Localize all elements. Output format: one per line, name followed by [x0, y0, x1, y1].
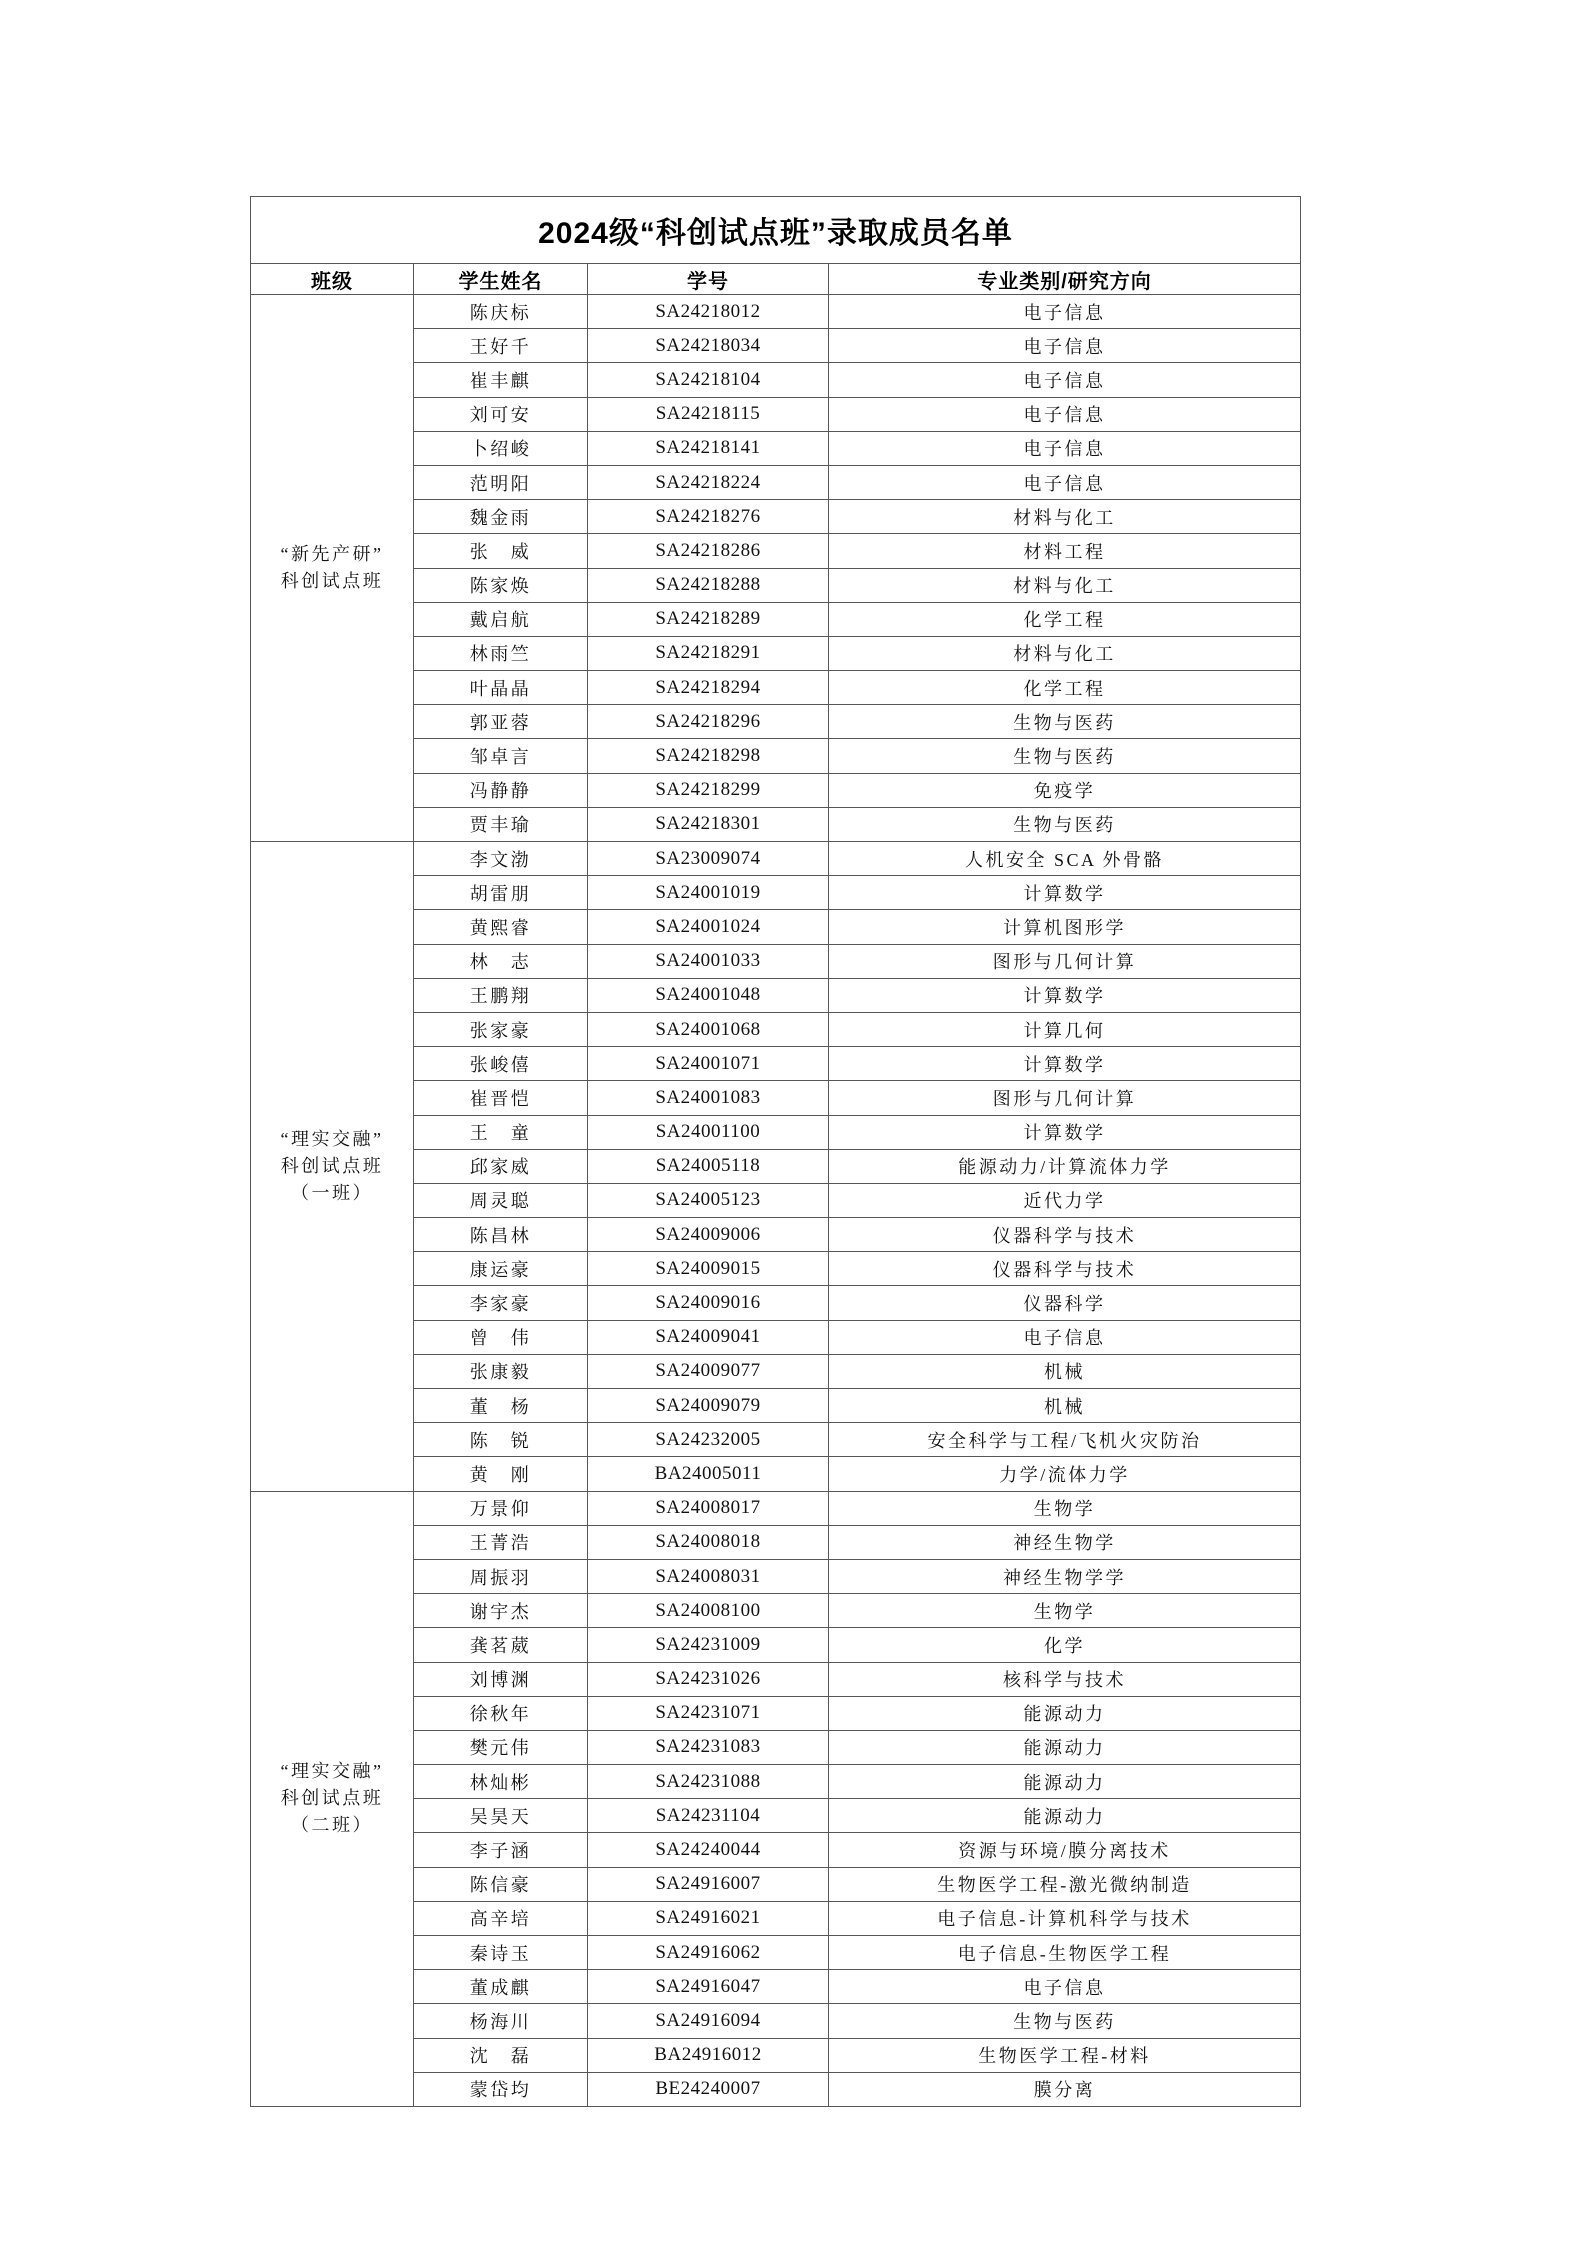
- major-cell: 生物与医药: [829, 2004, 1301, 2038]
- major-cell: 核科学与技术: [829, 1662, 1301, 1696]
- major-cell: 生物学: [829, 1491, 1301, 1525]
- col-header-student-name: 学生姓名: [414, 264, 588, 295]
- student-id-cell: SA24005118: [588, 1149, 829, 1183]
- student-name-cell: 王鹏翔: [414, 978, 588, 1012]
- student-id-cell: SA24008018: [588, 1525, 829, 1559]
- major-cell: 电子信息: [829, 1970, 1301, 2004]
- student-id-cell: SA24916094: [588, 2004, 829, 2038]
- student-id-cell: BE24240007: [588, 2072, 829, 2106]
- student-id-cell: SA24916007: [588, 1867, 829, 1901]
- class-label-line: “理实交融”: [280, 1761, 384, 1782]
- student-id-cell: SA24005123: [588, 1183, 829, 1217]
- student-name-cell: 李文渤: [414, 842, 588, 876]
- major-cell: 力学/流体力学: [829, 1457, 1301, 1491]
- student-id-cell: SA24231083: [588, 1730, 829, 1764]
- major-cell: 仪器科学与技术: [829, 1218, 1301, 1252]
- major-cell: 能源动力: [829, 1799, 1301, 1833]
- major-cell: 化学工程: [829, 671, 1301, 705]
- class-label-line: “理实交融”: [280, 1128, 384, 1149]
- student-id-cell: SA24218299: [588, 773, 829, 807]
- major-cell: 能源动力: [829, 1696, 1301, 1730]
- student-name-cell: 卜绍峻: [414, 431, 588, 465]
- major-cell: 免疫学: [829, 773, 1301, 807]
- student-id-cell: SA24218298: [588, 739, 829, 773]
- student-name-cell: 王菁浩: [414, 1525, 588, 1559]
- col-header-class: 班级: [251, 264, 414, 295]
- student-id-cell: SA24231088: [588, 1765, 829, 1799]
- major-cell: 生物学: [829, 1594, 1301, 1628]
- student-name-cell: 陈庆标: [414, 295, 588, 329]
- student-name-cell: 张峻僖: [414, 1047, 588, 1081]
- student-id-cell: SA24916021: [588, 1901, 829, 1935]
- student-name-cell: 林雨竺: [414, 636, 588, 670]
- class-label-line: 科创试点班: [280, 1788, 384, 1809]
- major-cell: 材料工程: [829, 534, 1301, 568]
- major-cell: 图形与几何计算: [829, 1081, 1301, 1115]
- col-header-major: 专业类别/研究方向: [829, 264, 1301, 295]
- student-name-cell: 林灿彬: [414, 1765, 588, 1799]
- major-cell: 能源动力/计算流体力学: [829, 1149, 1301, 1183]
- student-name-cell: 康运豪: [414, 1252, 588, 1286]
- major-cell: 生物与医药: [829, 807, 1301, 841]
- major-cell: 仪器科学: [829, 1286, 1301, 1320]
- student-name-cell: 周振羽: [414, 1559, 588, 1593]
- student-id-cell: SA24218288: [588, 568, 829, 602]
- major-cell: 生物医学工程-激光微纳制造: [829, 1867, 1301, 1901]
- major-cell: 材料与化工: [829, 568, 1301, 602]
- major-cell: 能源动力: [829, 1730, 1301, 1764]
- student-id-cell: SA24218115: [588, 397, 829, 431]
- major-cell: 图形与几何计算: [829, 944, 1301, 978]
- student-name-cell: 沈 磊: [414, 2038, 588, 2072]
- student-name-cell: 吴昊天: [414, 1799, 588, 1833]
- class-label-line: 科创试点班: [280, 571, 384, 591]
- student-name-cell: 崔晋恺: [414, 1081, 588, 1115]
- student-id-cell: SA24218301: [588, 807, 829, 841]
- student-name-cell: 陈家焕: [414, 568, 588, 602]
- student-id-cell: SA24218294: [588, 671, 829, 705]
- major-cell: 计算数学: [829, 1115, 1301, 1149]
- major-cell: 计算数学: [829, 876, 1301, 910]
- student-id-cell: SA24001019: [588, 876, 829, 910]
- major-cell: 电子信息: [829, 465, 1301, 499]
- student-name-cell: 刘可安: [414, 397, 588, 431]
- major-cell: 资源与环境/膜分离技术: [829, 1833, 1301, 1867]
- student-id-cell: SA24218289: [588, 602, 829, 636]
- student-id-cell: SA24001024: [588, 910, 829, 944]
- page-title: 2024级“科创试点班”录取成员名单: [251, 197, 1301, 264]
- student-id-cell: SA24231026: [588, 1662, 829, 1696]
- table-body: [251, 295, 1301, 2107]
- student-name-cell: 周灵聪: [414, 1183, 588, 1217]
- student-name-cell: 陈信豪: [414, 1867, 588, 1901]
- student-name-cell: 邱家威: [414, 1149, 588, 1183]
- major-cell: 电子信息: [829, 431, 1301, 465]
- class-label-line: （二班）: [291, 1815, 373, 1836]
- student-id-cell: SA24218296: [588, 705, 829, 739]
- student-name-cell: 张 威: [414, 534, 588, 568]
- student-id-cell: SA24231009: [588, 1628, 829, 1662]
- student-id-cell: BA24005011: [588, 1457, 829, 1491]
- class-label-line: 科创试点班: [280, 1155, 384, 1176]
- student-name-cell: 黄熙睿: [414, 910, 588, 944]
- student-name-cell: 冯静静: [414, 773, 588, 807]
- student-id-cell: SA24218104: [588, 363, 829, 397]
- student-row: [251, 295, 1301, 329]
- student-name-cell: 徐秋年: [414, 1696, 588, 1730]
- major-cell: 生物与医药: [829, 705, 1301, 739]
- student-id-cell: SA24008100: [588, 1594, 829, 1628]
- major-cell: 膜分离: [829, 2072, 1301, 2106]
- student-id-cell: SA24916062: [588, 1936, 829, 1970]
- major-cell: 仪器科学与技术: [829, 1252, 1301, 1286]
- major-cell: 生物与医药: [829, 739, 1301, 773]
- major-cell: 安全科学与工程/飞机火灾防治: [829, 1423, 1301, 1457]
- student-name-cell: 张康毅: [414, 1354, 588, 1388]
- student-id-cell: SA24232005: [588, 1423, 829, 1457]
- student-id-cell: SA24009015: [588, 1252, 829, 1286]
- student-id-cell: SA24001083: [588, 1081, 829, 1115]
- major-cell: 近代力学: [829, 1183, 1301, 1217]
- student-name-cell: 高辛培: [414, 1901, 588, 1935]
- major-cell: 电子信息: [829, 397, 1301, 431]
- student-id-cell: SA24218141: [588, 431, 829, 465]
- major-cell: 材料与化工: [829, 500, 1301, 534]
- major-cell: 计算数学: [829, 978, 1301, 1012]
- student-id-cell: SA24218034: [588, 329, 829, 363]
- student-id-cell: SA24001048: [588, 978, 829, 1012]
- student-row: [251, 842, 1301, 876]
- student-id-cell: SA23009074: [588, 842, 829, 876]
- student-name-cell: 林 志: [414, 944, 588, 978]
- student-id-cell: SA24009016: [588, 1286, 829, 1320]
- student-name-cell: 陈 锐: [414, 1423, 588, 1457]
- student-name-cell: 贾丰瑜: [414, 807, 588, 841]
- student-id-cell: SA24009077: [588, 1354, 829, 1388]
- student-name-cell: 胡雷朋: [414, 876, 588, 910]
- student-id-cell: SA24218291: [588, 636, 829, 670]
- major-cell: 化学: [829, 1628, 1301, 1662]
- col-header-student-id: 学号: [588, 264, 829, 295]
- student-name-cell: 曾 伟: [414, 1320, 588, 1354]
- student-id-cell: SA24231071: [588, 1696, 829, 1730]
- student-id-cell: SA24218286: [588, 534, 829, 568]
- student-id-cell: SA24218224: [588, 465, 829, 499]
- class-label-cell: [251, 1491, 414, 2106]
- student-id-cell: SA24001100: [588, 1115, 829, 1149]
- student-id-cell: SA24009006: [588, 1218, 829, 1252]
- major-cell: 材料与化工: [829, 636, 1301, 670]
- student-name-cell: 万景仰: [414, 1491, 588, 1525]
- class-label-line: “新先产研”: [280, 544, 384, 564]
- major-cell: 人机安全 SCA 外骨骼: [829, 842, 1301, 876]
- major-cell: 计算机图形学: [829, 910, 1301, 944]
- student-name-cell: 魏金雨: [414, 500, 588, 534]
- student-id-cell: SA24240044: [588, 1833, 829, 1867]
- table-header-row: [251, 264, 1301, 295]
- student-name-cell: 蒙岱均: [414, 2072, 588, 2106]
- major-cell: 计算数学: [829, 1047, 1301, 1081]
- student-id-cell: SA24231104: [588, 1799, 829, 1833]
- student-name-cell: 范明阳: [414, 465, 588, 499]
- student-id-cell: SA24001033: [588, 944, 829, 978]
- student-name-cell: 王好千: [414, 329, 588, 363]
- student-name-cell: 崔丰麒: [414, 363, 588, 397]
- major-cell: 能源动力: [829, 1765, 1301, 1799]
- major-cell: 电子信息-生物医学工程: [829, 1936, 1301, 1970]
- student-id-cell: SA24218012: [588, 295, 829, 329]
- student-name-cell: 李家豪: [414, 1286, 588, 1320]
- student-id-cell: SA24916047: [588, 1970, 829, 2004]
- admission-table: [250, 196, 1301, 2107]
- student-name-cell: 樊元伟: [414, 1730, 588, 1764]
- student-name-cell: 刘博渊: [414, 1662, 588, 1696]
- class-label-line: （一班）: [291, 1182, 373, 1203]
- class-label-cell: [251, 295, 414, 842]
- major-cell: 化学工程: [829, 602, 1301, 636]
- student-name-cell: 叶晶晶: [414, 671, 588, 705]
- student-id-cell: SA24218276: [588, 500, 829, 534]
- student-name-cell: 张家豪: [414, 1012, 588, 1046]
- student-name-cell: 邹卓言: [414, 739, 588, 773]
- student-id-cell: SA24001071: [588, 1047, 829, 1081]
- major-cell: 电子信息: [829, 1320, 1301, 1354]
- class-label-cell: [251, 842, 414, 1492]
- student-name-cell: 龚茗葳: [414, 1628, 588, 1662]
- student-id-cell: SA24008017: [588, 1491, 829, 1525]
- student-id-cell: BA24916012: [588, 2038, 829, 2072]
- student-name-cell: 杨海川: [414, 2004, 588, 2038]
- major-cell: 神经生物学学: [829, 1559, 1301, 1593]
- student-name-cell: 戴启航: [414, 602, 588, 636]
- student-name-cell: 秦诗玉: [414, 1936, 588, 1970]
- major-cell: 生物医学工程-材料: [829, 2038, 1301, 2072]
- student-name-cell: 郭亚蓉: [414, 705, 588, 739]
- major-cell: 机械: [829, 1389, 1301, 1423]
- major-cell: 电子信息: [829, 363, 1301, 397]
- student-name-cell: 黄 刚: [414, 1457, 588, 1491]
- student-id-cell: SA24009041: [588, 1320, 829, 1354]
- major-cell: 计算几何: [829, 1012, 1301, 1046]
- student-name-cell: 谢宇杰: [414, 1594, 588, 1628]
- student-id-cell: SA24008031: [588, 1559, 829, 1593]
- student-row: [251, 1491, 1301, 1525]
- major-cell: 机械: [829, 1354, 1301, 1388]
- student-name-cell: 董 杨: [414, 1389, 588, 1423]
- student-name-cell: 陈昌林: [414, 1218, 588, 1252]
- student-id-cell: SA24009079: [588, 1389, 829, 1423]
- student-name-cell: 李子涵: [414, 1833, 588, 1867]
- student-name-cell: 董成麒: [414, 1970, 588, 2004]
- major-cell: 电子信息: [829, 295, 1301, 329]
- student-id-cell: SA24001068: [588, 1012, 829, 1046]
- major-cell: 电子信息: [829, 329, 1301, 363]
- major-cell: 神经生物学: [829, 1525, 1301, 1559]
- student-name-cell: 王 童: [414, 1115, 588, 1149]
- title-row: [251, 197, 1301, 264]
- major-cell: 电子信息-计算机科学与技术: [829, 1901, 1301, 1935]
